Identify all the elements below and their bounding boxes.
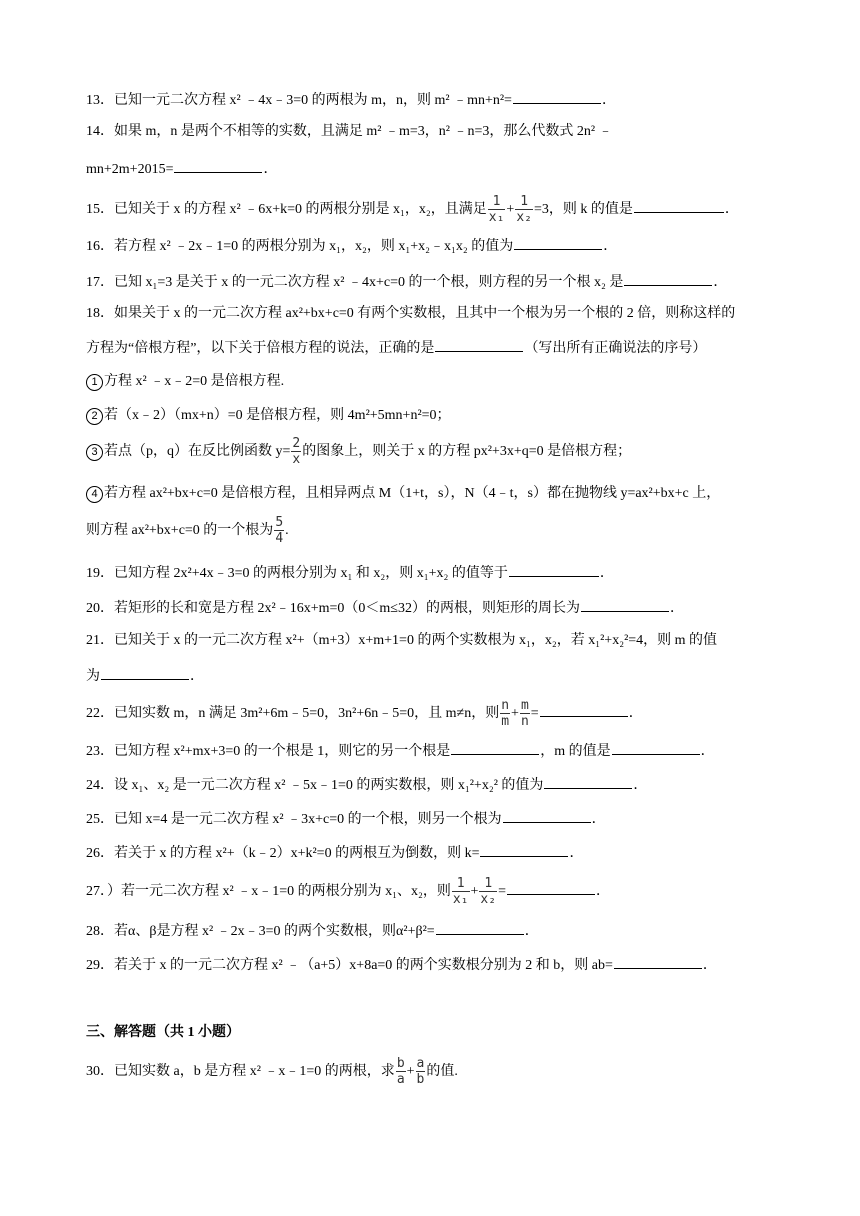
answer-blank[interactable] xyxy=(544,775,632,789)
answer-blank[interactable] xyxy=(514,236,602,250)
fraction: $\frac{m}{n}$ xyxy=(520,698,529,730)
answer-blank[interactable] xyxy=(480,843,568,857)
question-30: 30．已知实数 a，b 是方程 x² ﹣x﹣1=0 的两根，求 $\frac{b}{a}$ + $\frac{a}{b}$ 的值. xyxy=(86,1056,458,1088)
option-4: 4 若方程 ax²+bx+c=0 是倍根方程，且相异两点 M（1+t，s），N（4﹣t，s）都在抛物线 y=ax²+bx+c 上， xyxy=(86,484,720,504)
answer-blank[interactable] xyxy=(513,90,601,104)
answer-blank[interactable] xyxy=(614,955,702,969)
fraction: $\frac{1}{\text{x₁}}$ xyxy=(488,194,505,226)
answer-blank[interactable] xyxy=(624,272,712,286)
question-13: 13．已知一元二次方程 x² ﹣4x﹣3=0 的两根为 m，n，则 m² ﹣mn+n²= ． xyxy=(86,90,616,111)
question-22: 22．已知实数 m，n 满足 3m²+6m﹣5=0，3n²+6n﹣5=0，且 m≠n，则 $\frac{n}{m}$ + $\frac{m}{n}$ = ． xyxy=(86,698,643,730)
circled-number: 2 xyxy=(86,408,103,425)
question-14-cont: mn+2m+2015= ． xyxy=(86,159,277,180)
fraction: $\frac{n}{m}$ xyxy=(501,698,510,730)
answer-blank[interactable] xyxy=(503,809,591,823)
option-2: 2 若（x﹣2）（mx+n）=0 是倍根方程，则 4m²+5mn+n²=0； xyxy=(86,406,451,426)
question-24: 24．设 x₁、x₂ 是一元二次方程 x² ﹣5x﹣1=0 的两实数根，则 x₁²+x₂² 的值为 ． xyxy=(86,775,647,796)
fraction: $\frac{1}{\text{x₂}}$ xyxy=(480,876,497,908)
answer-blank[interactable] xyxy=(581,598,669,612)
question-26: 26．若关于 x 的方程 x²+（k﹣2）x+k²=0 的两根互为倒数，则 k= ． xyxy=(86,843,583,864)
question-23: 23．已知方程 x²+mx+3=0 的一个根是 1，则它的另一个根是 ，m 的值是 ． xyxy=(86,741,715,762)
answer-blank[interactable] xyxy=(507,881,595,895)
circled-number: 3 xyxy=(86,444,103,461)
option-4-cont: 则方程 ax²+bx+c=0 的一个根为 $\frac{5}{4}$ . xyxy=(86,515,289,547)
fraction: $\frac{2}{x}$ xyxy=(292,436,301,468)
question-21: 21．已知关于 x 的一元二次方程 x²+（m+3）x+m+1=0 的两个实数根为 x₁，x₂，若 x₁²+x₂²=4，则 m 的值 xyxy=(86,633,718,648)
fraction: $\frac{5}{4}$ xyxy=(275,515,284,547)
question-18-cont: 方程为“倍根方程”，以下关于倍根方程的说法，正确的是 （写出所有正确说法的序号） xyxy=(86,338,706,359)
answer-blank[interactable] xyxy=(174,159,262,173)
question-29: 29．若关于 x 的一元二次方程 x² ﹣（a+5）x+8a=0 的两个实数根分别为 2 和 b，则 ab= ． xyxy=(86,955,717,976)
answer-blank[interactable] xyxy=(634,199,724,213)
question-16: 16．若方程 x² ﹣2x﹣1=0 的两根分别为 x₁，x₂，则 x₁+x₂﹣x₁x₂ 的值为 ． xyxy=(86,236,617,257)
answer-blank[interactable] xyxy=(612,741,700,755)
answer-blank[interactable] xyxy=(451,741,539,755)
option-1: 1 方程 x² ﹣x﹣2=0 是倍根方程. xyxy=(86,372,284,392)
fraction: $\frac{1}{\text{x₂}}$ xyxy=(516,194,532,226)
answer-blank[interactable] xyxy=(101,666,189,680)
question-27: 27．）若一元二次方程 x² ﹣x﹣1=0 的两根分别为 x₁、x₂，则 $\frac{1}{\text{x₁}}$ + $\frac{1}{\text{x₂}}$ = ． xyxy=(86,876,610,908)
fraction: $\frac{a}{b}$ xyxy=(416,1056,425,1088)
option-3: 3 若点（p，q）在反比例函数 y= $\frac{2}{x}$ 的图象上，则关于 x 的方程 px²+3x+q=0 是倍根方程； xyxy=(86,435,631,469)
answer-blank[interactable] xyxy=(436,921,524,935)
question-17: 17．已知 x₁=3 是关于 x 的一元二次方程 x² ﹣4x+c=0 的一个根，则方程的另一个根 x₂ 是 ． xyxy=(86,272,727,293)
answer-blank[interactable] xyxy=(435,338,523,352)
question-15: 15．已知关于 x 的方程 x² ﹣6x+k=0 的两根分别是 x₁，x₂，且满足 $\frac{1}{\text{x₁}}$ + $\frac{1}{\text{x₂}}$ =3，则 k 的值是 ． xyxy=(86,194,739,226)
circled-number: 4 xyxy=(86,486,103,503)
question-28: 28．若α、β是方程 x² ﹣2x﹣3=0 的两个实数根，则α²+β²= ． xyxy=(86,921,539,942)
question-20: 20．若矩形的长和宽是方程 2x²﹣16x+m=0（0＜m≤32）的两根，则矩形的周长为 ． xyxy=(86,598,684,619)
question-14: 14．如果 m，n 是两个不相等的实数，且满足 m² ﹣m=3，n² ﹣n=3，那么代数式 2n² ﹣ xyxy=(86,124,613,139)
question-19: 19．已知方程 2x²+4x﹣3=0 的两根分别为 x₁ 和 x₂，则 x₁+x₂ 的值等于 ． xyxy=(86,563,614,584)
question-25: 25．已知 x=4 是一元二次方程 x² ﹣3x+c=0 的一个根，则另一个根为 ． xyxy=(86,809,606,830)
answer-blank[interactable] xyxy=(509,563,599,577)
answer-blank[interactable] xyxy=(540,703,628,717)
question-21-cont: 为 ． xyxy=(86,666,204,687)
section-heading: 三、解答题（共 1 小题） xyxy=(86,1025,240,1040)
circled-number: 1 xyxy=(86,374,103,391)
fraction: $\frac{b}{a}$ xyxy=(396,1056,405,1088)
fraction: $\frac{1}{\text{x₁}}$ xyxy=(452,876,469,908)
question-18: 18．如果关于 x 的一元二次方程 ax²+bx+c=0 有两个实数根，且其中一个根为另一个根的 2 倍，则称这样的 xyxy=(86,306,736,321)
